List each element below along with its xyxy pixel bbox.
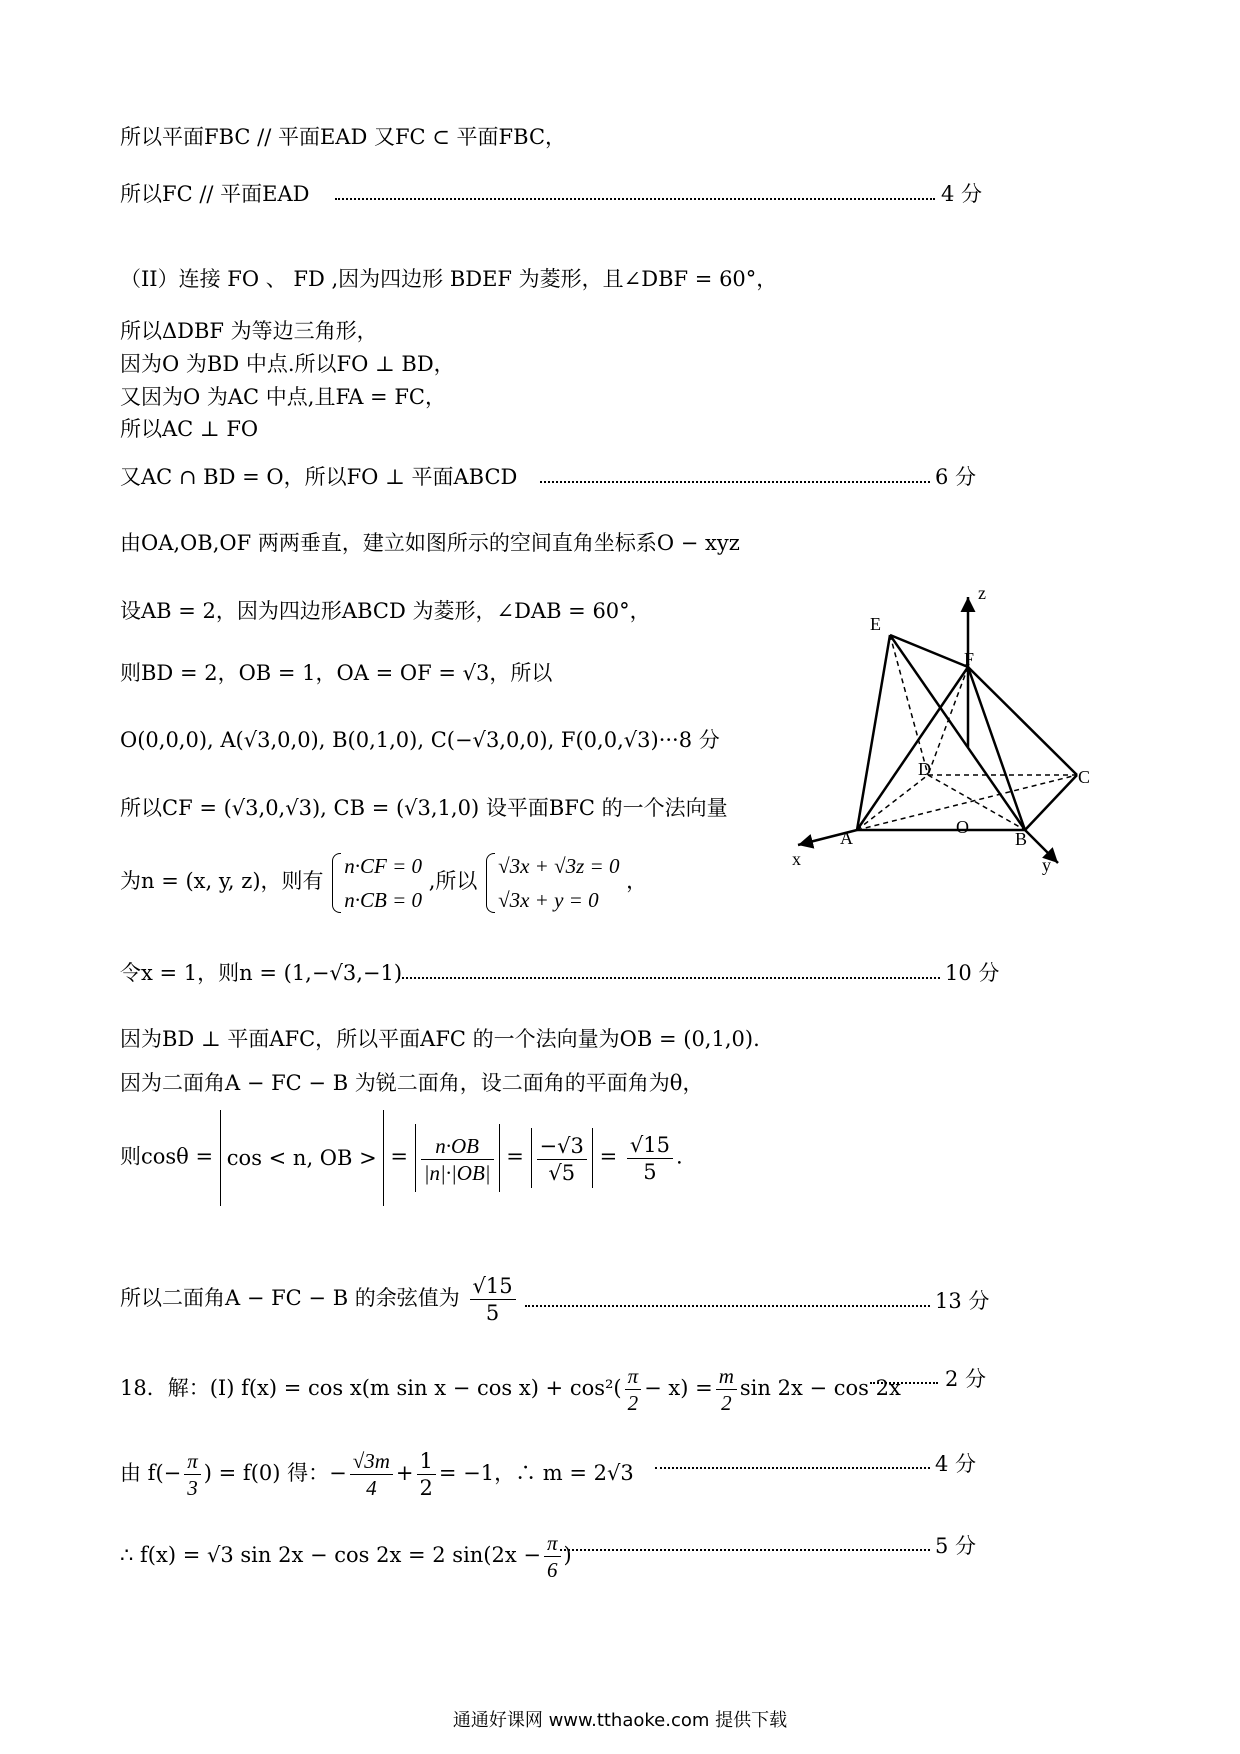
frac-1-den: |n|·|OB|: [423, 1161, 491, 1185]
system-2-eq-a: √3x + √3z = 0: [498, 853, 620, 878]
four: 4: [366, 1476, 377, 1500]
leader-dots: [335, 194, 935, 200]
abs-cos: cos < n, OB >: [220, 1110, 384, 1206]
leader-dots: [560, 1545, 930, 1551]
comma: ，: [626, 869, 648, 893]
cos-theta-label: 则cosθ =: [120, 1144, 214, 1169]
leader-dots: [540, 477, 930, 483]
text-line-4: 所以ΔDBF 为等边三角形，: [120, 319, 378, 343]
frac-1-num: n·OB: [421, 1133, 494, 1160]
m-result: = −1，∴ m = 2√3: [438, 1461, 634, 1485]
sin-cos: sin 2x − cos 2x: [739, 1376, 901, 1400]
text-line-1: 所以平面FBC // 平面EAD 又FC ⊂ 平面FBC，: [120, 125, 567, 149]
equation-system-1: [330, 849, 422, 917]
score-4: 4 分: [941, 182, 983, 206]
minus-x: − x) =: [644, 1376, 713, 1400]
text-line-3: （II）连接 FO 、 FD ,因为四边形 BDEF 为菱形，且∠DBF = 60°，: [120, 267, 778, 291]
text-line-11: 则BD = 2，OB = 1，OA = OF = √3，所以: [120, 661, 553, 685]
sqrt3m: √3m: [350, 1448, 393, 1475]
problem-18-start: 18．解：(I) f(x) = cos x(m sin x − cos x) + cos²(: [120, 1376, 622, 1400]
frac-2-num: −√3: [537, 1133, 587, 1160]
three: 3: [187, 1476, 198, 1500]
score-2: 2 分: [945, 1367, 987, 1391]
system-1-eq-a: n·CF = 0: [344, 853, 422, 878]
answer-den: 5: [485, 1301, 500, 1325]
score-5: 5 分: [935, 1534, 977, 1558]
normal-vector-intro: 为n = (x, y, z)，则有: [120, 869, 324, 893]
text-line-8: 又AC ∩ BD = O，所以FO ⊥ 平面ABCD: [120, 465, 518, 489]
label-y: y: [1042, 855, 1051, 875]
text-line-14: [120, 846, 647, 917]
one: 1: [417, 1448, 436, 1475]
abs-fraction-1: [415, 1124, 500, 1192]
label-O: O: [956, 817, 969, 837]
frac-3-num: √15: [627, 1132, 673, 1159]
score-6: 6 分: [935, 465, 977, 489]
label-F: F: [964, 649, 975, 669]
plus: +: [395, 1461, 414, 1485]
m: m: [716, 1363, 737, 1390]
leader-dots: [398, 973, 940, 979]
label-E: E: [870, 614, 881, 634]
frac-3-den: 5: [643, 1159, 657, 1184]
text-line-9: 由OA,OB,OF 两两垂直，建立如图所示的空间直角坐标系O − xyz: [120, 531, 740, 555]
text-line-2: 所以FC // 平面EAD: [120, 182, 310, 206]
text-line-5: 因为O 为BD 中点.所以FO ⊥ BD，: [120, 352, 455, 376]
text-line-19: [120, 1270, 519, 1326]
text-line-17: 因为二面角A − FC − B 为锐二面角，设二面角的平面角为θ，: [120, 1071, 704, 1095]
frac-2-den: √5: [548, 1161, 576, 1185]
label-A: A: [840, 828, 853, 848]
two: 2: [627, 1391, 639, 1415]
abs-fraction-2: [531, 1128, 593, 1188]
score-4b: 4 分: [935, 1452, 977, 1476]
so-text: ,所以: [428, 869, 478, 893]
text-line-21: [120, 1445, 634, 1501]
pi: π: [625, 1363, 642, 1390]
six: 6: [547, 1558, 558, 1582]
pi: π: [184, 1448, 201, 1475]
leader-dots: [525, 1301, 930, 1307]
score-10: 10 分: [945, 961, 1000, 985]
eq-f0: ) = f(0) 得：−: [203, 1461, 347, 1485]
label-C: C: [1078, 767, 1091, 787]
answer-num: √15: [470, 1273, 516, 1300]
label-D: D: [918, 759, 931, 779]
close-paren: ): [563, 1543, 572, 1567]
cosine-value-text: 所以二面角A − FC − B 的余弦值为: [120, 1286, 460, 1310]
equation-system-2: [484, 849, 619, 917]
from-f: 由 f(−: [120, 1461, 182, 1485]
pyramid-figure: [780, 575, 1120, 875]
text-line-16: 因为BD ⊥ 平面AFC，所以平面AFC 的一个法向量为OB = (0,1,0).: [120, 1027, 760, 1051]
footer-source: 通通好课网 www.tthaoke.com 提供下载: [452, 1710, 788, 1731]
two: 2: [419, 1476, 433, 1500]
text-line-6: 又因为O 为AC 中点,且FA = FC，: [120, 385, 446, 409]
two: 2: [721, 1391, 732, 1415]
text-line-7: 所以AC ⊥ FO: [120, 417, 259, 441]
label-x: x: [792, 849, 801, 869]
system-2-eq-b: √3x + y = 0: [498, 887, 599, 912]
text-line-18: 则cosθ = cos < n, OB > = $\frac{n\cdot OB}{|n|\cdot|OB|}$ = $\frac{-√3}{√5}$ = $\frac{√15}{5}$ .: [120, 1110, 683, 1206]
text-line-15: 令x = 1，则n = (1,−√3,−1): [120, 961, 403, 985]
text-line-10: 设AB = 2，因为四边形ABCD 为菱形，∠DAB = 60°，: [120, 599, 651, 623]
score-13: 13 分: [935, 1289, 990, 1313]
text-line-20: [120, 1360, 901, 1416]
system-1-eq-b: n·CB = 0: [344, 887, 422, 912]
text-line-13: 所以CF = (√3,0,√3), CB = (√3,1,0) 设平面BFC 的一个法向量: [120, 796, 728, 820]
leader-dots: [870, 1378, 938, 1384]
label-z: z: [978, 583, 986, 603]
label-B: B: [1015, 829, 1028, 849]
leader-dots: [655, 1463, 930, 1469]
text-line-12: O(0,0,0), A(√3,0,0), B(0,1,0), C(−√3,0,0), F(0,0,√3)···8 分: [120, 728, 720, 752]
text-line-22: [120, 1527, 572, 1583]
pi: π: [544, 1530, 561, 1557]
fx-simplified: ∴ f(x) = √3 sin 2x − cos 2x = 2 sin(2x −: [120, 1543, 541, 1567]
